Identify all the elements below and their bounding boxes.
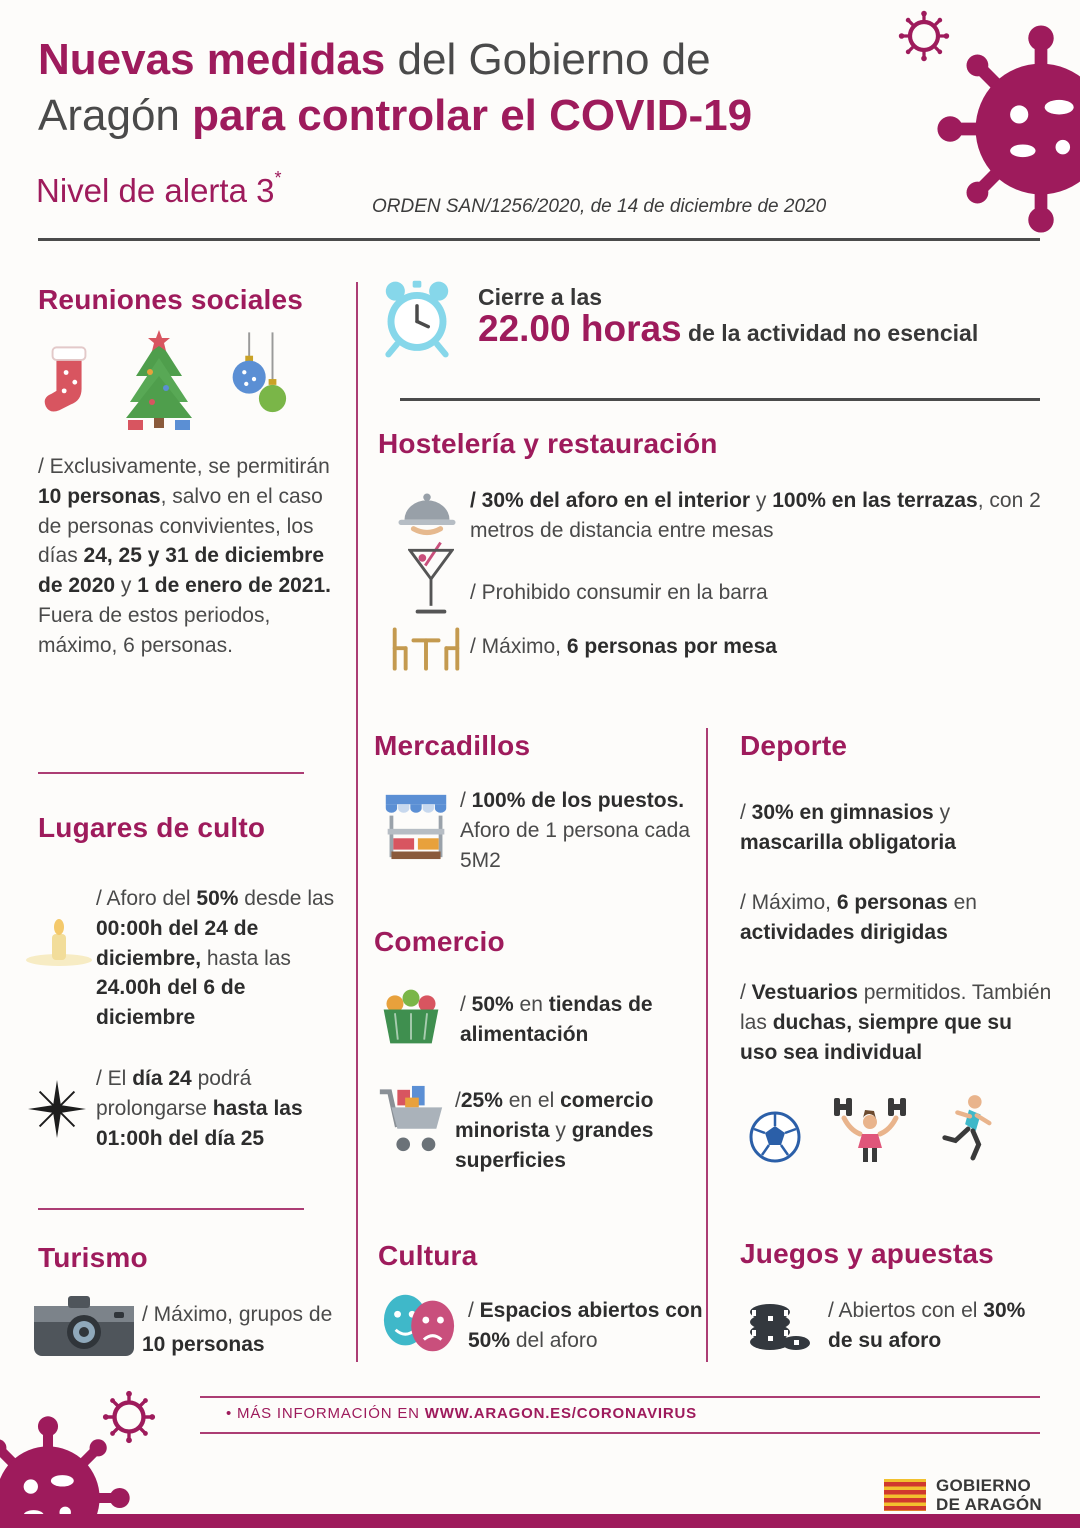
alarm-clock-icon [378,278,456,358]
candle-icon [22,916,96,968]
sports-icons-row [748,1092,1000,1164]
section-title-hosteleria: Hostelería y restauración [378,428,718,459]
section-title-juegos: Juegos y apuestas [740,1238,994,1269]
virus-icon [932,20,1080,238]
hosteleria-rule-1: / 30% del aforo en el interior y 100% en las terrazas, con 2 metros de distancia entre mesas [470,489,1041,542]
cultura-rule-1: / Espacios abiertos con 50% del aforo [468,1299,703,1352]
christmas-tree-icon [120,330,198,430]
gobierno-de-aragon-logo [884,1476,1042,1514]
food-basket-icon [378,986,444,1048]
closure-time-line [478,308,1043,350]
logo-line-1: GOBIERNO [936,1476,1031,1495]
title-line-1: Nuevas medidas del Gobierno de [38,35,711,84]
header-divider [38,238,1040,241]
christmas-icons-row [40,330,290,430]
page-title [38,32,868,144]
closure-intro: Cierre a las [478,284,603,310]
alert-level [36,168,281,210]
vertical-divider-left [356,282,358,1362]
table-chairs-icon [390,624,462,674]
footer-divider-bottom [200,1432,1040,1434]
section-title-cultura: Cultura [378,1240,478,1271]
weightlifter-icon [832,1092,908,1164]
section-title-comercio: Comercio [374,926,505,957]
section-title-mercadillos: Mercadillos [374,730,531,761]
logo-text [936,1476,1042,1514]
left-column-divider-1 [38,772,304,774]
section-title-deporte: Deporte [740,730,848,761]
comercio-rule-2: /25% en el comercio minorista y grandes superficies [455,1089,654,1172]
aragon-flag-icon [884,1479,926,1511]
deporte-rule-2: / Máximo, 6 personas en actividades dirigidas [740,891,977,944]
turismo-rule-1: / Máximo, grupos de 10 personas [142,1303,333,1356]
mercadillos-rule-1: / 100% de los puestos. Aforo de 1 persona cada 5M2 [460,789,690,872]
closure-suffix: de la actividad no esencial [681,320,979,346]
cloche-icon [394,488,460,538]
footer-info-text: • MÁS INFORMACIÓN EN WWW.ARAGON.ES/CORONAVIRUS [226,1405,697,1422]
alert-asterisk: * [274,168,282,188]
shopping-cart-icon [374,1080,448,1160]
reuniones-rule-text: / Exclusivamente, se permitirán 10 personas, salvo en el caso de personas convivientes, los días 24, 25 y 31 de diciembre de 2020 y 1 de enero de 2021. Fuera de estos periodos, máximo, 6 personas. [38,455,332,657]
christmas-stocking-icon [40,344,98,430]
closure-time: 22.00 horas [478,308,682,349]
runner-icon [938,1092,1000,1164]
bottom-accent-bar [0,1514,1080,1528]
juegos-rule-1: / Abiertos con el 30% de su aforo [828,1299,1026,1352]
market-stall-icon [382,790,450,862]
cocktail-icon [408,540,454,618]
footer-divider-top [200,1396,1040,1398]
closure-divider [400,398,1040,401]
left-column-divider-2 [38,1208,304,1210]
section-title-turismo: Turismo [38,1242,148,1273]
vertical-divider-right [706,728,708,1362]
culto-rule-1: / Aforo del 50% desde las 00:00h del 24 de diciembre, hasta las 24.00h del 6 de diciembre [96,887,335,1030]
theater-masks-icon [380,1292,458,1354]
section-title-reuniones: Reuniones sociales [38,284,304,315]
title-line-2: Aragón para controlar el COVID-19 [38,90,753,140]
virus-icon [0,1412,134,1528]
soccer-ball-icon [748,1110,802,1164]
comercio-rule-1: / 50% en tiendas de alimentación [460,993,653,1046]
camera-icon [34,1294,134,1360]
sparkle-star-icon [28,1080,86,1138]
hosteleria-rule-3: / Máximo, 6 personas por mesa [470,635,777,658]
alert-level-text: Nivel de alerta 3 [36,172,275,209]
order-reference: ORDEN SAN/1256/2020, de 14 de diciembre de 2020 [372,196,827,217]
logo-line-2: DE ARAGÓN [936,1495,1042,1515]
poker-chips-icon [746,1290,812,1354]
culto-rule-2: / El día 24 podrá prolongarse hasta las 01:00h del día 25 [96,1067,303,1150]
deporte-rule-3: / Vestuarios permitidos. También las duchas, siempre que su uso sea individual [740,981,1052,1064]
section-title-lugares-de-culto: Lugares de culto [38,812,266,843]
hosteleria-rule-2: / Prohibido consumir en la barra [470,581,768,604]
deporte-rule-1: / 30% en gimnasios y mascarilla obligatoria [740,801,956,854]
ornaments-icon [220,332,290,430]
